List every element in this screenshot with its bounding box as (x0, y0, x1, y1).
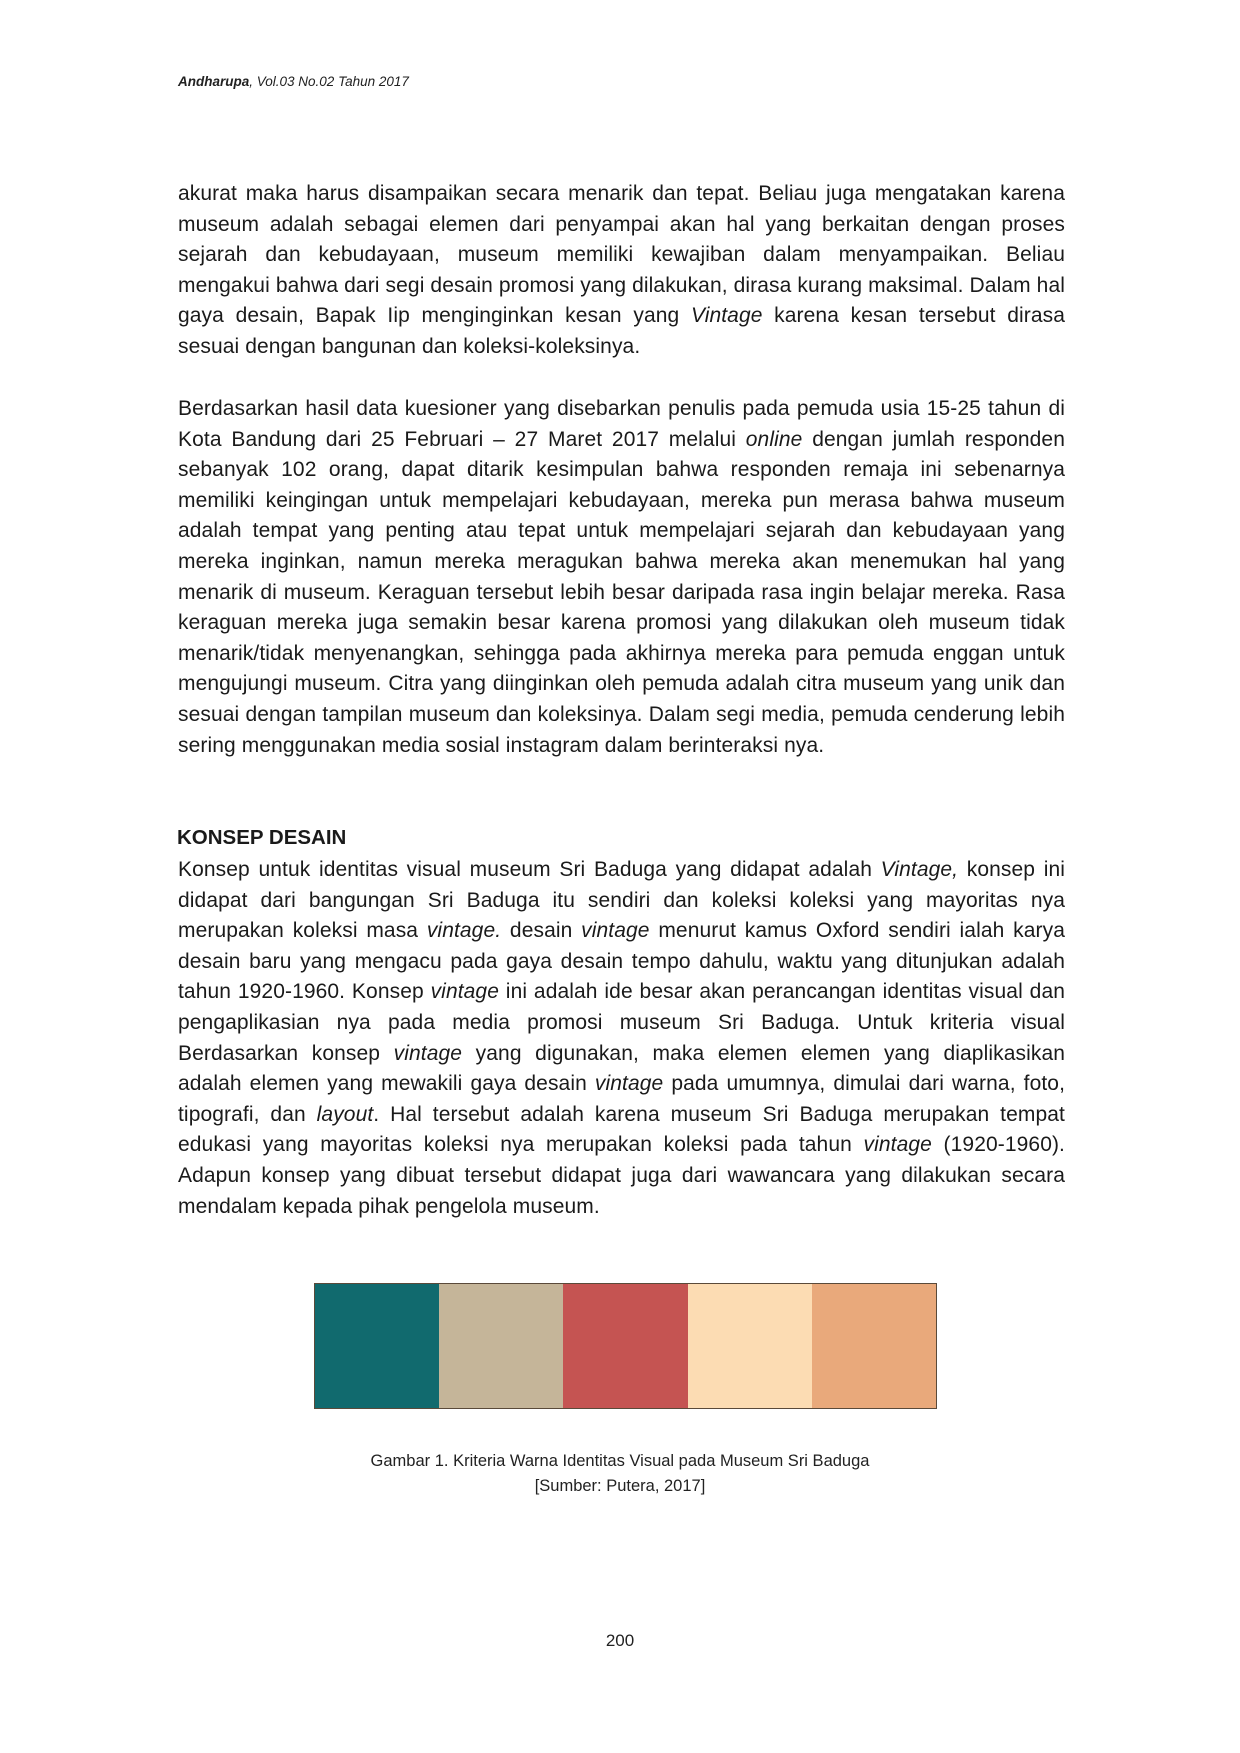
swatch-peach (812, 1284, 936, 1408)
journal-name: Andharupa (178, 74, 250, 89)
caption-source: [Sumber: Putera, 2017] (534, 1477, 706, 1495)
page-number: 200 (605, 1631, 635, 1650)
journal-issue: , Vol.03 No.02 Tahun 2017 (249, 74, 409, 89)
running-header (178, 74, 409, 89)
swatch-red (563, 1284, 687, 1408)
paragraph-questionnaire-results: Berdasarkan hasil data kuesioner yang disebarkan penulis pada pemuda usia 15-25 tahun di Kota Bandung dari 25 Februari – 27 Maret 2017 melalui online dengan jumlah responden sebanyak 102 orang, dapat ditarik kesimpulan bahwa responden remaja ini sebenarnya memiliki keingingan untuk mempelajari kebudayaan, mereka pun merasa bahwa museum adalah tempat yang penting atau tepat untuk mempelajari sejarah dan kebudayaan yang mereka inginkan, namun mereka meragukan bahwa mereka akan menemukan hal yang menarik di museum. Keraguan tersebut lebih besar daripada rasa ingin belajar mereka. Rasa keraguan mereka juga semakin besar karena promosi yang dilakukan oleh museum tidak menarik/tidak menyenangkan, sehingga pada akhirnya mereka para pemuda enggan untuk mengujungi museum. Citra yang diinginkan oleh pemuda adalah citra museum yang unik dan sesuai dengan tampilan museum dan koleksinya. Dalam segi media, pemuda cenderung lebih sering menggunakan media sosial instagram dalam berinteraksi nya. (178, 397, 1065, 757)
swatch-cream (688, 1284, 812, 1408)
color-palette-figure (314, 1283, 937, 1409)
swatch-beige (439, 1284, 563, 1408)
paragraph-design-concept: Konsep untuk identitas visual museum Sri Baduga yang didapat adalah Vintage, konsep ini didapat dari bangungan Sri Baduga itu sendiri dan koleksi koleksi yang mayoritas nya merupakan koleksi masa vintage. desain vintage menurut kamus Oxford sendiri ialah karya desain baru yang mengacu pada gaya desain tempo dahulu, waktu yang ditunjukan adalah tahun 1920-1960. Konsep vintage ini adalah ide besar akan perancangan identitas visual dan pengaplikasian nya pada media promosi museum Sri Baduga. Untuk kriteria visual Berdasarkan konsep vintage yang digunakan, maka elemen elemen yang diaplikasikan adalah elemen yang mewakili gaya desain vintage pada umumnya, dimulai dari warna, foto, tipografi, dan layout. Hal tersebut adalah karena museum Sri Baduga merupakan tempat edukasi yang mayoritas koleksi nya merupakan koleksi pada tahun vintage (1920-1960). Adapun konsep yang dibuat tersebut didapat juga dari wawancara yang dilakukan secara mendalam kepada pihak pengelola museum. (178, 858, 1066, 1218)
figure-caption (0, 1449, 1240, 1499)
swatch-teal (315, 1284, 439, 1408)
paragraph-interview-summary: akurat maka harus disampaikan secara menarik dan tepat. Beliau juga mengatakan karena museum adalah sebagai elemen dari penyampai akan hal yang berkaitan dengan proses sejarah dan kebudayaan, museum memiliki kewajiban dalam menyampaikan. Beliau mengakui bahwa dari segi desain promosi yang dilakukan, dirasa kurang maksimal. Dalam hal gaya desain, Bapak Iip menginginkan kesan yang Vintage karena kesan tersebut dirasa sesuai dengan bangunan dan koleksi-koleksinya. (178, 182, 1065, 358)
section-heading: KONSEP DESAIN (177, 826, 347, 849)
caption-title: Gambar 1. Kriteria Warna Identitas Visual pada Museum Sri Baduga (370, 1452, 870, 1470)
